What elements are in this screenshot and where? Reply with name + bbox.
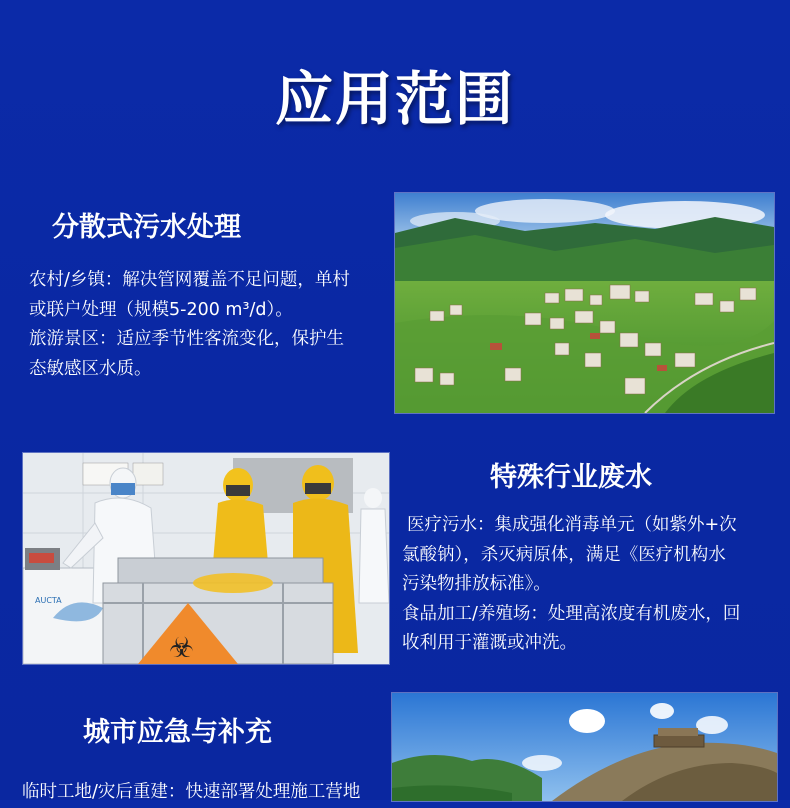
section-line: 旅游景区：适应季节性客流变化，保护生 <box>29 329 344 349</box>
section-line: 或联户处理（规模5-200 m³/d）。 <box>29 299 293 320</box>
section-line: 临时工地/灾后重建：快速部署处理施工营地 <box>22 782 361 802</box>
section-heading-decentralized: 分散式污水处理 <box>52 212 241 243</box>
medical-waste-workers-photo <box>22 452 390 665</box>
section-body-special-industry <box>402 511 787 659</box>
section-line: 氯酸钠），杀灭病原体，满足《医疗机构水 <box>402 544 726 565</box>
biohazard-symbol: ☣ <box>169 631 195 664</box>
scale-brand-text: AUCTA <box>35 596 62 605</box>
village-landscape-photo <box>394 192 775 414</box>
section-line: 收利用于灌溉或冲洗。 <box>402 633 577 653</box>
section-heading-special-industry: 特殊行业废水 <box>490 462 652 493</box>
section-line: 污染物排放标准》。 <box>402 574 551 594</box>
section-heading-urban-emergency: 城市应急与补充 <box>83 717 272 748</box>
section-line: 农村/乡镇：解决管网覆盖不足问题，单村 <box>29 270 350 290</box>
section-body-urban-emergency <box>22 778 394 808</box>
section-line: 食品加工/养殖场：处理高浓度有机废水，回 <box>402 603 741 624</box>
construction-site-photo <box>391 692 778 802</box>
section-line: 态敏感区水质。 <box>29 358 152 379</box>
section-body-decentralized <box>29 266 389 384</box>
section-line: 医疗污水：集成强化消毒单元（如紫外+次 <box>407 515 737 535</box>
page-title: 应用范围 <box>274 65 515 133</box>
